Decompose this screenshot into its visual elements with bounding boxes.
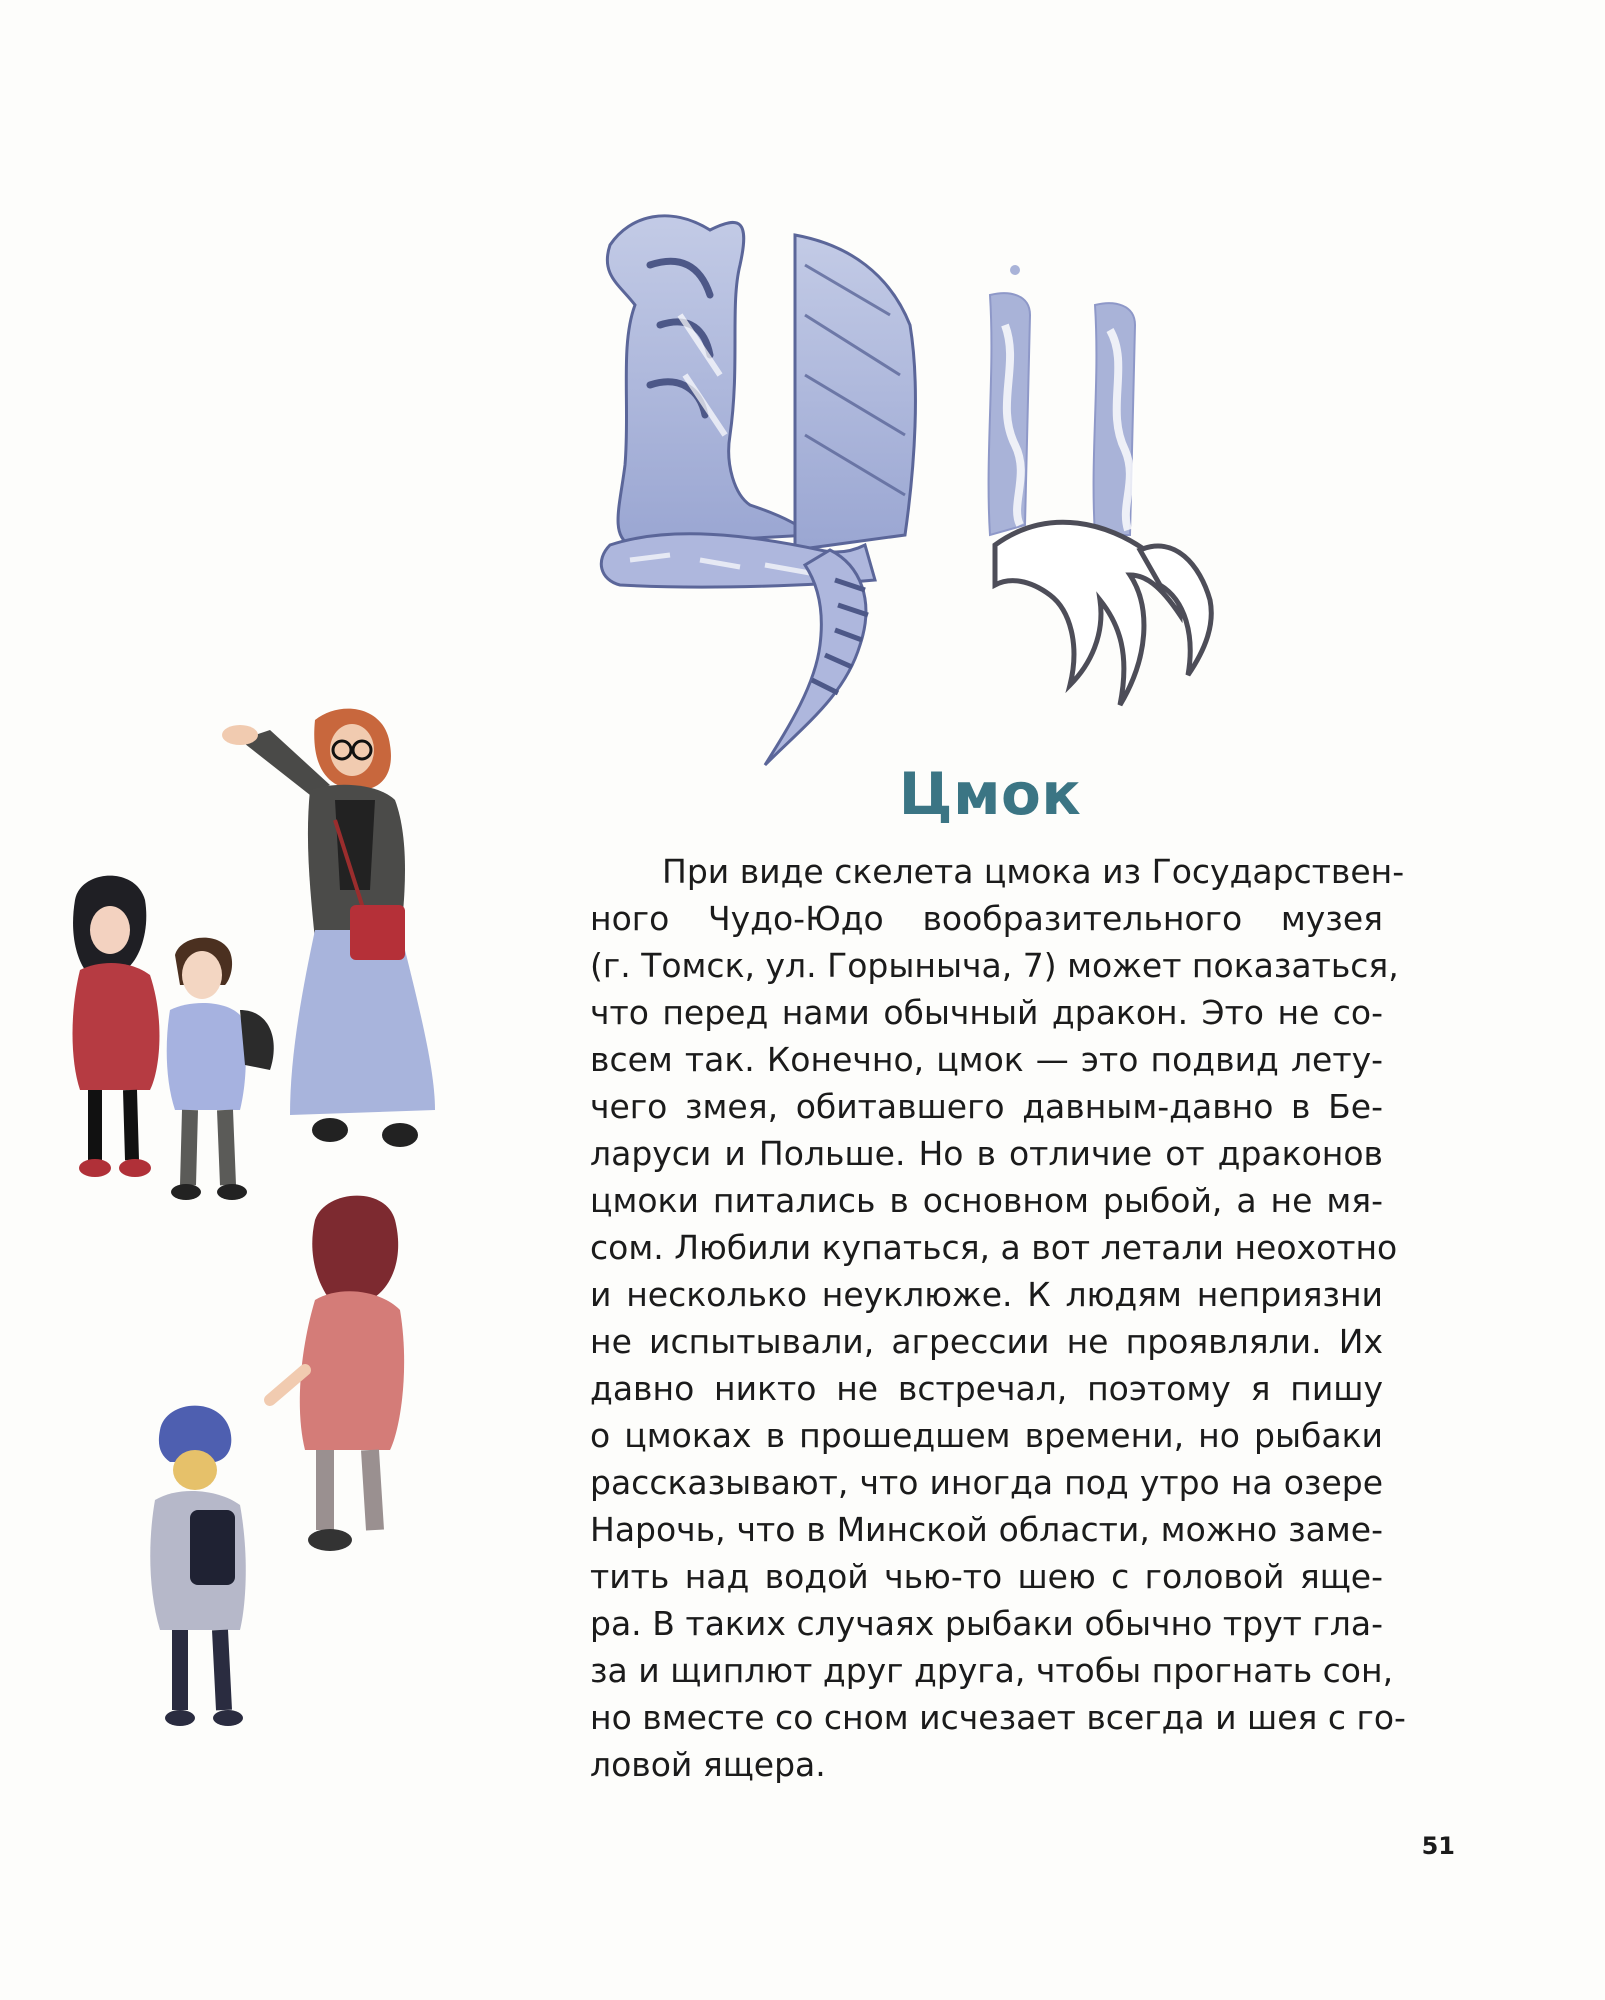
body-line: о цмоках в прошедшем времени, но рыбаки [590, 1416, 1383, 1455]
boy-in-blue-jacket-figure [167, 938, 274, 1200]
body-line: но вместе со сном исчезает всегда и шея с го- [590, 1698, 1406, 1737]
body-line: и несколько неуклюже. К людям неприязни [590, 1275, 1383, 1314]
body-line: давно никто не встречал, поэтому я пишу [590, 1369, 1383, 1408]
body-line: ловой ящера. [590, 1745, 826, 1784]
body-line: (г. Томск, ул. Горыныча, 7) может показаться, [590, 946, 1399, 985]
body-line: Нарочь, что в Минской области, можно заме- [590, 1510, 1383, 1549]
body-line: цмоки питались в основном рыбой, а не мя- [590, 1181, 1383, 1220]
body-line: При виде скелета цмока из Государствен- [662, 852, 1405, 891]
article-title: Цмок [898, 760, 1082, 828]
page-number: 51 [1421, 1832, 1455, 1860]
girl-in-red-coat-figure [73, 876, 160, 1177]
girl-in-pink-hoodie-figure [270, 1196, 404, 1551]
dragon-letter-illustration [590, 205, 1250, 775]
teacher-figure [222, 709, 435, 1147]
body-line: тить над водой чью-то шею с головой яще- [590, 1557, 1383, 1596]
body-line: не испытывали, агрессии не проявляли. Их [590, 1322, 1383, 1361]
teacher-and-children-illustration [40, 690, 600, 1830]
body-line: рассказывают, что иногда под утро на озере [590, 1463, 1383, 1502]
body-line: за и щиплют друг друга, чтобы прогнать сон, [590, 1651, 1394, 1690]
article-body [590, 848, 1406, 1788]
body-line: ларуси и Польше. Но в отличие от драконов [590, 1134, 1383, 1173]
body-line: чего змея, обитавшего давным-давно в Бе- [590, 1087, 1383, 1126]
body-line: ного Чудо-Юдо вообразительного музея [590, 899, 1383, 938]
body-line: что перед нами обычный дракон. Это не со- [590, 993, 1383, 1032]
body-line: ра. В таких случаях рыбаки обычно трут гла- [590, 1604, 1383, 1643]
body-line: всем так. Конечно, цмок — это подвид лету- [590, 1040, 1383, 1079]
child-with-blue-cap-figure [150, 1406, 246, 1726]
body-line: сом. Любили купаться, а вот летали неохотно [590, 1228, 1398, 1267]
